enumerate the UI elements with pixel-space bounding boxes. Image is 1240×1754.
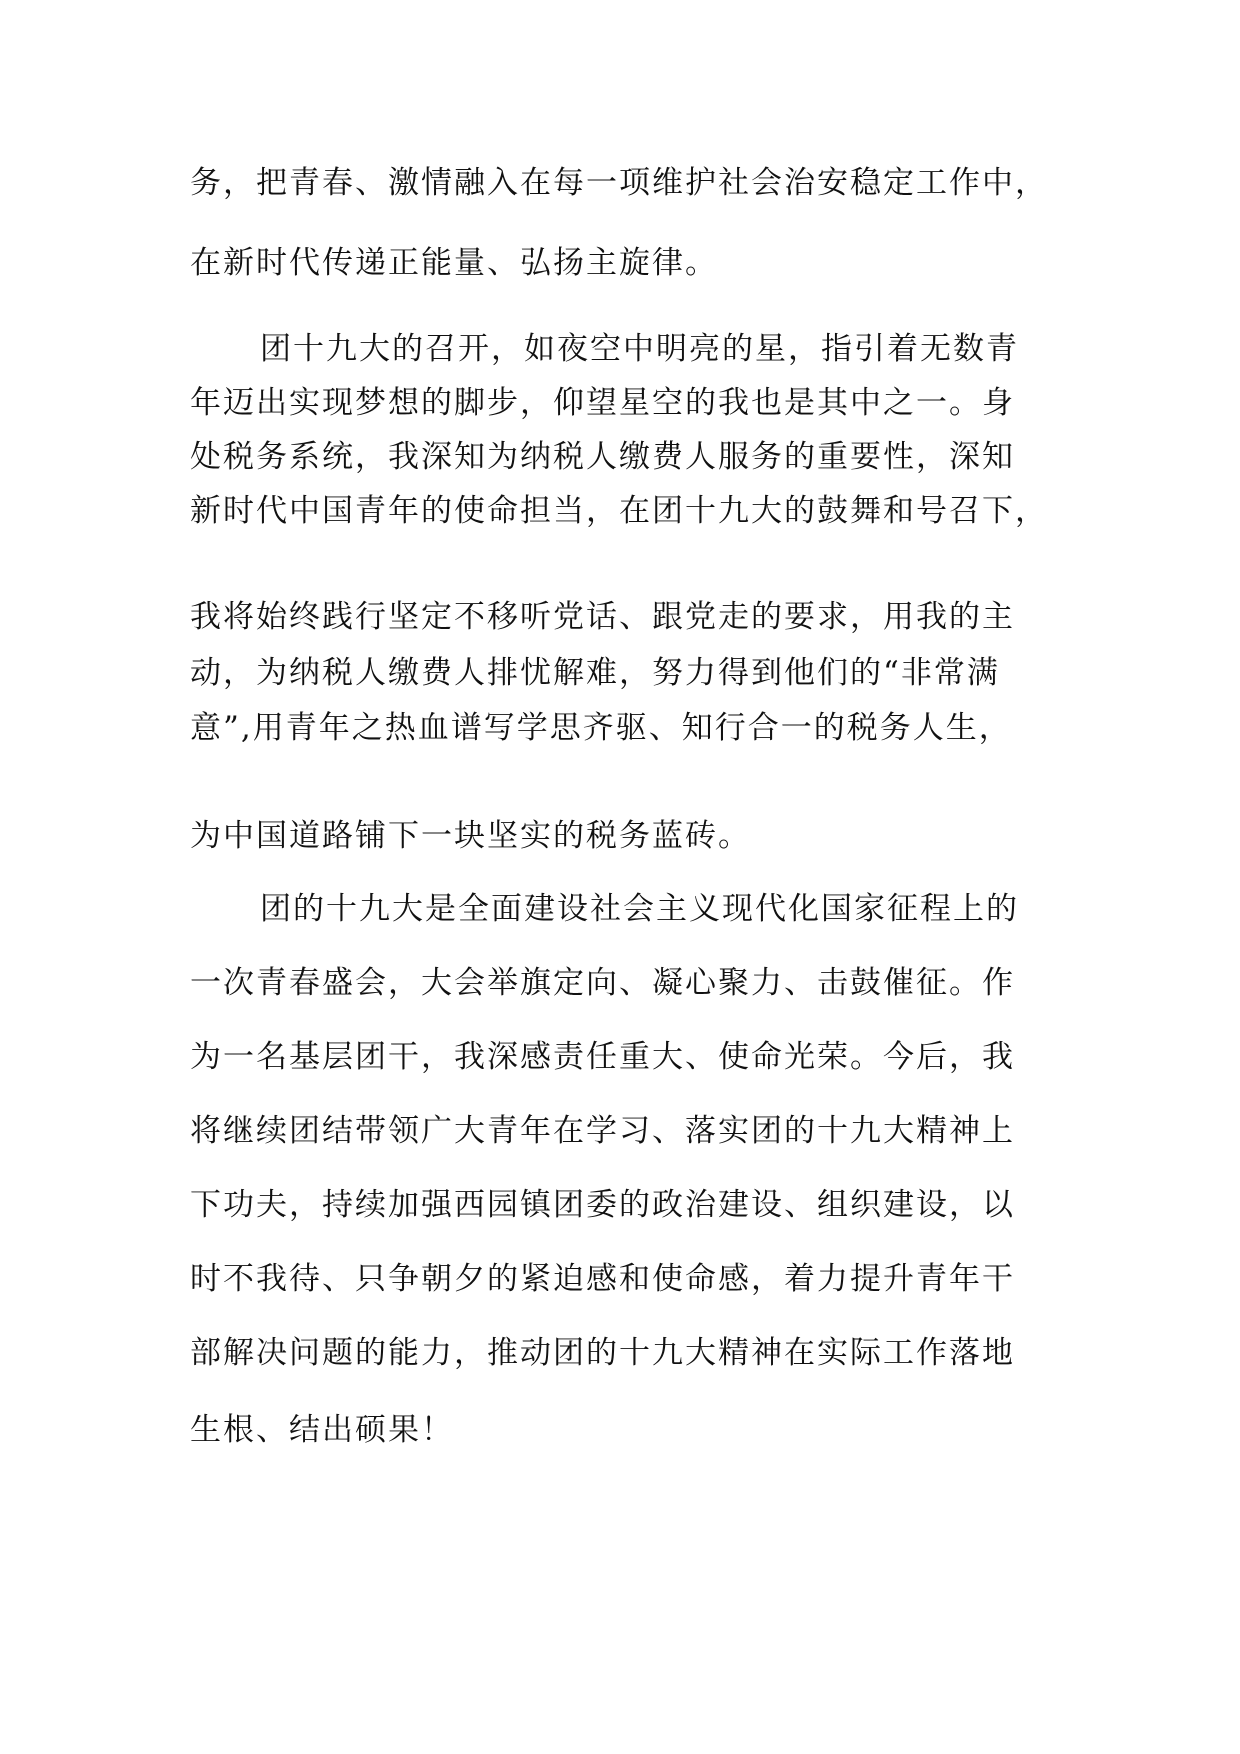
text-line-6: 新时代中国青年的使命担当，在团十九大的鼓舞和号召下， <box>190 493 1048 529</box>
text-line-16: 时不我待、只争朝夕的紧迫感和使命感，着力提升青年干 <box>190 1261 1015 1297</box>
text-line-5: 处税务系统，我深知为纳税人缴费人服务的重要性，深知 <box>190 439 1015 475</box>
text-line-2: 在新时代传递正能量、弘扬主旋律。 <box>190 245 718 281</box>
text-line-4: 年迈出实现梦想的脚步，仰望星空的我也是其中之一。身 <box>190 385 1015 421</box>
text-line-3: 团十九大的召开，如夜空中明亮的星，指引着无数青 <box>260 331 1019 367</box>
text-line-1: 务，把青春、激情融入在每一项维护社会治安稳定工作中， <box>190 165 1048 201</box>
text-line-7: 我将始终践行坚定不移听党话、跟党走的要求，用我的主 <box>190 599 1015 635</box>
text-line-9: 意”,用青年之热血谱写学思齐驱、知行合一的税务人生， <box>190 710 1012 746</box>
text-line-18: 生根、结出硕果！ <box>190 1412 454 1448</box>
text-line-12: 一次青春盛会，大会举旗定向、凝心聚力、击鼓催征。作 <box>190 965 1015 1001</box>
text-line-13: 为一名基层团干，我深感责任重大、使命光荣。今后，我 <box>190 1039 1015 1075</box>
text-line-15: 下功夫，持续加强西园镇团委的政治建设、组织建设，以 <box>190 1187 1015 1223</box>
text-line-10: 为中国道路铺下一块坚实的税务蓝砖。 <box>190 818 751 854</box>
text-line-11: 团的十九大是全面建设社会主义现代化国家征程上的 <box>260 891 1019 927</box>
text-line-8: 动，为纳税人缴费人排忧解难，努力得到他们的“非常满 <box>190 655 1000 691</box>
text-line-17: 部解决问题的能力，推动团的十九大精神在实际工作落地 <box>190 1335 1015 1371</box>
text-line-14: 将继续团结带领广大青年在学习、落实团的十九大精神上 <box>190 1113 1015 1149</box>
